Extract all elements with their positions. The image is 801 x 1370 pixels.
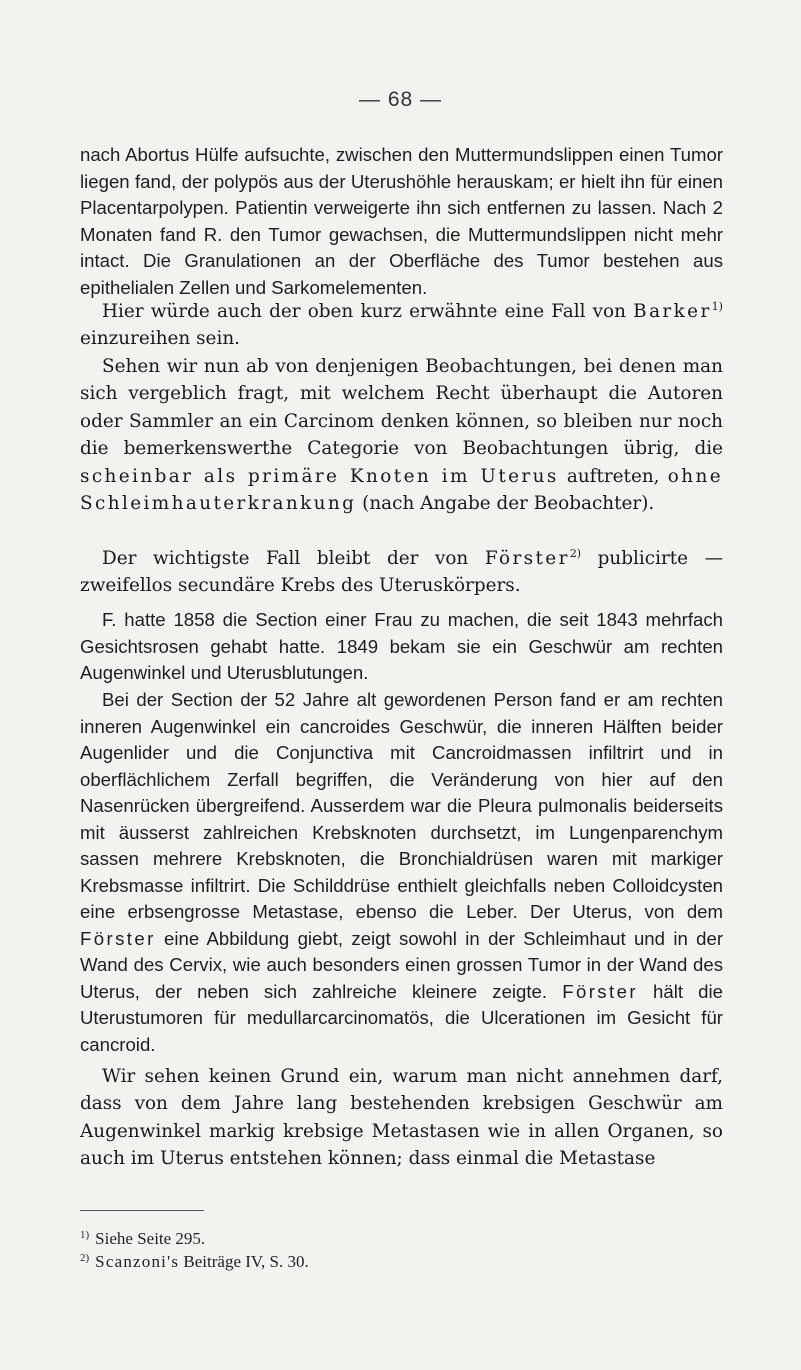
paragraph-6-text-3: hält die Uterustumoren für medullarcarcinomatös, die Ulcerationen im Gesicht für cancroid.: [80, 980, 723, 1055]
author-name-barker: Barker: [633, 301, 712, 322]
paragraph-6-text: Bei der Section der 52 Jahre alt gewordenen Person fand er am rechten inneren Augenwinkel ein cancroides Geschwür, die inneren Hälften beider Augenlider und die Conjunctiva mit Cancroidmassen infiltrirt und in oberflächlichem Zerfall begriffen, die Veränderung von hier auf den Nasenrücken übergreifend. Ausserdem war die Pleura pulmonalis beiderseits mit äusserst zahlreichen Krebsknoten durchsetzt, im Lungenparenchym sassen mehrere Krebsknoten, die Bronchialdrüsen waren mit markiger Krebsmasse infiltrirt. Die Schilddrüse enthielt gleichfalls neben Colloidcysten eine erbsengrosse Metastase, ebenso die Leber. Der Uterus, von dem: [80, 689, 723, 922]
footnote-ref-1: 1): [711, 299, 723, 313]
paragraph-7: Wir sehen keinen Grund ein, warum man nicht annehmen darf, dass von dem Jahre lang bestehenden krebsigen Geschwür am Augenwinkel markig krebsige Metastasen wie in allen Organen, so auch im Uterus entstehen können; dass einmal die Metastase: [80, 1066, 723, 1170]
paragraph-2-text: Hier würde auch der oben kurz erwähnte eine Fall von: [102, 301, 626, 322]
paragraph-3-middle: auftreten,: [566, 465, 660, 487]
paragraph-2-text-end: einzureihen sein.: [80, 328, 241, 350]
spaced-emphasis-1: scheinbar als primäre Knoten im Uterus: [80, 465, 559, 487]
page-number: — 68 —: [358, 88, 443, 111]
footnote-1: [80, 1225, 205, 1249]
paragraph-4: [80, 545, 723, 600]
paragraph-3-text-end: (nach Angabe der Beobachter).: [362, 493, 655, 515]
paragraph-4-text: Der wichtigste Fall bleibt der von: [102, 548, 469, 569]
paragraph-6-text-2: eine Abbildung giebt, zeigt sowohl in der Schleimhaut und in der Wand des Cervix, wie auch besonders einen grossen Tumor in der Wand des Uterus, der neben sich zahlreiche kleinere zeigte.: [80, 927, 724, 1002]
paragraph-4-text-end: publicirte — zweifellos secundäre Krebs des Uteruskörpers.: [80, 548, 723, 597]
paragraph-3-text: Sehen wir nun ab von denjenigen Beobachtungen, bei denen man sich vergeblich fragt, mit welchem Recht überhaupt die Autoren oder Sammler an ein Carcinom denken können, so bleiben nur noch die bemerkenswerthe Categorie von Beobachtungen übrig, die: [80, 356, 723, 460]
spaced-emphasis-2: ohne Schleimhauterkrankung: [80, 465, 723, 515]
author-name-foerster-3: Förster: [562, 980, 638, 1002]
paragraph-5: F. hatte 1858 die Section einer Frau zu machen, die seit 1843 mehrfach Gesichtsrosen gehabt hatte. 1849 bekam sie ein Geschwür am rechten Augenwinkel und Uterusblutungen.: [80, 609, 723, 683]
paragraph-3: [80, 353, 723, 517]
footnote-2: [80, 1248, 309, 1272]
paragraph-6: [80, 687, 723, 1058]
footnote-divider: [80, 1210, 204, 1211]
footnote-2-mark: 2): [80, 1252, 90, 1264]
footnote-2-author: Scanzoni's: [95, 1252, 180, 1271]
paragraph-1: nach Abortus Hülfe aufsuchte, zwischen den Muttermundslippen einen Tumor liegen fand, der polypös aus der Uterushöhle herauskam; er hielt ihn für einen Placentarpolypen. Patientin verweigerte ihn sich entfernen zu lassen. Nach 2 Monaten fand R. den Tumor gewachsen, die Muttermundslippen nicht mehr intact. Die Granulationen an der Oberfläche des Tumor bestehen aus epithelialen Zellen und Sarkomelementen.: [80, 144, 723, 298]
author-name-foerster-2: Förster: [80, 927, 156, 949]
footnote-2-text: Beiträge IV, S. 30.: [183, 1252, 309, 1271]
footnote-ref-2: 2): [569, 546, 582, 560]
author-name-foerster: Förster: [484, 548, 570, 569]
footnote-1-mark: 1): [80, 1229, 90, 1241]
footnote-1-text: Siehe Seite 295.: [95, 1229, 206, 1248]
paragraph-2: [80, 298, 723, 353]
